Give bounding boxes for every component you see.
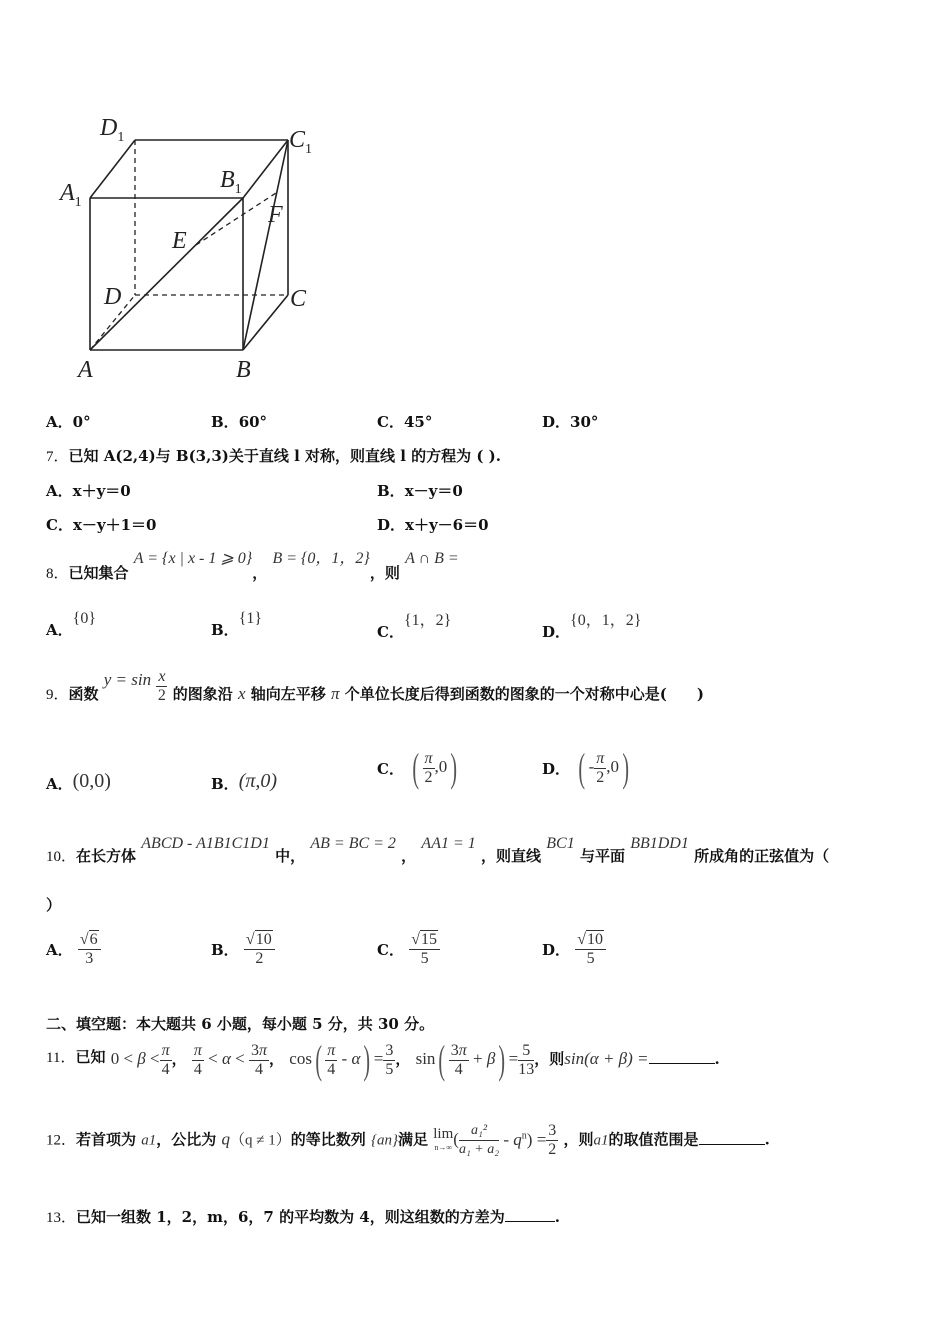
label-d1: $D_1$ (100, 115, 125, 145)
q9-option-d[interactable]: D． ( - $\frac{\pi}{2}$ ,0) (542, 745, 630, 790)
q10-option-c[interactable]: C． $\frac{√15}{5}$ (377, 930, 440, 968)
q9-option-c[interactable]: C． ( $\frac{\pi}{2}$ ,0) (377, 745, 458, 790)
q10-option-d[interactable]: D． $\frac{√10}{5}$ (542, 930, 606, 968)
label-a: A (78, 357, 93, 383)
q6-option-c[interactable]: C．45° (377, 413, 433, 431)
q11-answer-blank[interactable] (649, 1063, 715, 1064)
label-c1: $C_1$ (289, 127, 313, 157)
label-d: D (104, 284, 122, 310)
q10-option-b[interactable]: B． $\frac{√10}{2}$ (211, 930, 275, 968)
label-b: B (236, 357, 251, 383)
q9-option-a[interactable]: A．(0,0) (46, 770, 111, 793)
label-b1: $B_1$ (220, 167, 242, 197)
q11-stem: 11．已知 0 < β < $\frac{\pi}{4}$ ， $\frac{\pi}{4}$ < α < $\frac{3\pi}{4}$ ， cos( $\frac{\pi}{4}$ - α) = $\frac{3}{5}$ ， sin( $\frac{3\pi}{4}$ + β) = $\frac{5}{13}$ ，则sin(α + β) = . (46, 1037, 720, 1082)
q12-stem: 12．若首项为 a1，公比为 q（q ≠ 1）的等比数列 {an}满足 lim n→∞ ( $\frac{\text{a₁²}}{\text{a₁ + a₂}}$ - $q^n$) = $\frac{3}{2}$ ，则a1的取值范围是 . (46, 1122, 770, 1158)
q9-option-b[interactable]: B．(π,0) (211, 770, 278, 793)
q10-option-a[interactable]: A． $\frac{√6}{3}$ (46, 930, 101, 968)
label-c: C (290, 286, 307, 312)
cube-figure (55, 105, 335, 390)
section-2-title: 二、填空题：本大题共 6 小题，每小题 5 分，共 30 分。 (46, 1015, 435, 1033)
label-f: F (268, 202, 283, 228)
q7-option-b[interactable]: B．x－y＝0 (377, 482, 463, 500)
q13-stem: 13．已知一组数 1，2，m，6，7 的平均数为 4，则这组数的方差为 . (46, 1208, 560, 1226)
q6-option-d[interactable]: D．30° (542, 413, 599, 431)
q8-option-d[interactable]: D．{0，1，2} (542, 612, 642, 641)
q10-stem-close: ） (46, 896, 62, 914)
q7-option-c[interactable]: C．x－y＋1＝0 (46, 516, 157, 534)
q10-stem: 10．在长方体 ABCD - A1B1C1D1 中， AB = BC = 2 ， AA1 = 1 ，则直线 BC1 与平面 BB1DD1 所成角的正弦值为（ (46, 835, 830, 865)
q7-option-a[interactable]: A．x＋y＝0 (46, 482, 131, 500)
q6-option-a[interactable]: A．0° (46, 413, 91, 431)
q6-option-b[interactable]: B．60° (211, 413, 268, 431)
q8-option-b[interactable]: B．{1} (211, 610, 263, 639)
q7-option-d[interactable]: D．x＋y－6＝0 (377, 516, 489, 534)
q13-answer-blank[interactable] (505, 1221, 555, 1222)
q9-stem: 9．函数 y = sin $\frac{x}{2}$ 的图象沿 x 轴向左平移 π 个单位长度后得到函数的图象的一个对称中心是( ) (46, 668, 704, 704)
q8-option-c[interactable]: C．{1，2} (377, 612, 452, 641)
q8-stem: 8．已知集合 A = {x | x - 1 ⩾ 0}， B = {0，1，2}，则 A ∩ B = (46, 550, 459, 582)
q12-answer-blank[interactable] (699, 1144, 765, 1145)
q8-option-a[interactable]: A．{0} (46, 610, 96, 639)
q7-stem: 7．已知 A(2,4)与 B(3,3)关于直线 l 对称，则直线 l 的方程为 ( ). (46, 447, 502, 465)
label-e: E (172, 228, 187, 254)
label-a1: $A_1$ (60, 180, 82, 210)
